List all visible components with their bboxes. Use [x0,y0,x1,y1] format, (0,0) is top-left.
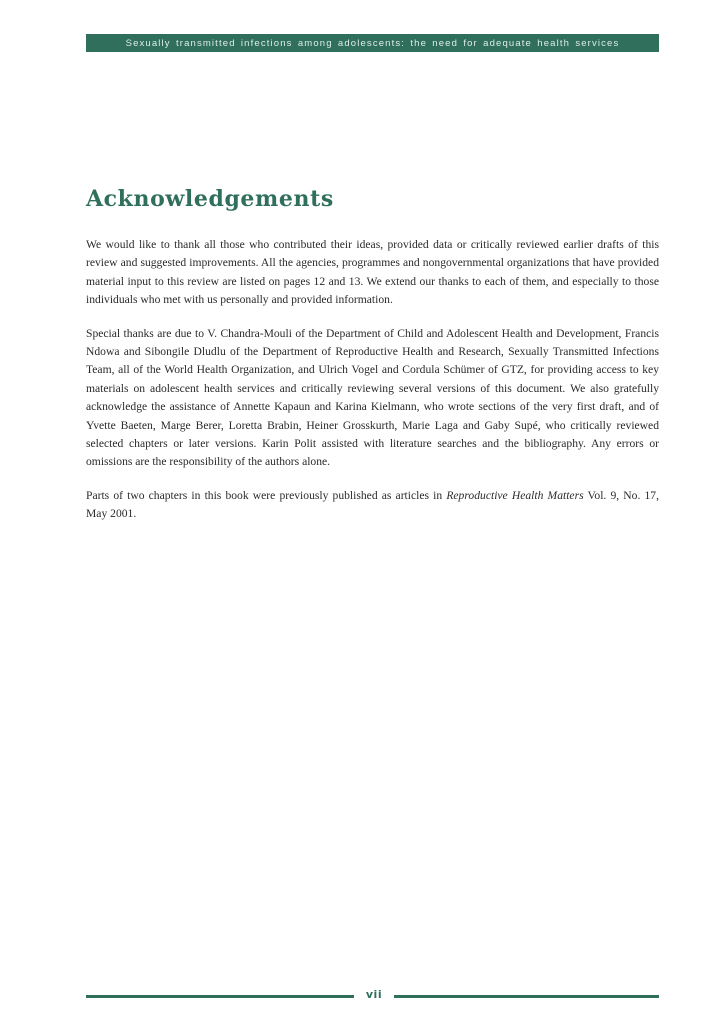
journal-title: Reproductive Health Matters [446,488,584,502]
footer-rule-right [394,995,659,998]
page-number: vii [365,988,383,1001]
paragraph-prior-publication [86,487,659,524]
paragraph-special-thanks: Special thanks are due to V. Chandra-Mouli of the Department of Child and Adolescent Health and Development, Francis Ndowa and Sibongile Dludlu of the Department of Reproductive Health and Research, Sexually Transmitted Infections Team, all of the World Health Organization, and Ulrich Vogel and Cordula Schümer of GTZ, for providing access to key materials on adolescent health services and critically reviewing several versions of this document. We also gratefully acknowledge the assistance of Annette Kapaun and Karina Kielmann, who wrote sections of the very first draft, and of Yvette Baeten, Marge Berer, Loretta Brabin, Heiner Grosskurth, Marie Laga and Gaby Supé, who critically reviewed selected chapters or later versions. Karin Polit assisted with literature searches and the bibliography. Any errors or omissions are the responsibility of the authors alone. [86,326,659,469]
paragraph-thanks-contributors: We would like to thank all those who contributed their ideas, provided data or critically reviewed earlier drafts of this review and suggested improvements. All the agencies, programmes and nongovernmental organizations that have provided material input to this review are listed on pages 12 and 13. We extend our thanks to each of them, and especially to those individuals who met with us personally and provided information. [86,238,659,307]
publication-text-after: Vol. 9, No. 17, May 2001. [86,488,660,521]
publication-text-before: Parts of two chapters in this book were previously published as articles in [86,488,447,502]
footer-rule-left [86,995,354,998]
running-header [86,34,659,52]
page-title: Acknowledgements [86,186,334,212]
running-header-title: Sexually transmitted infections among adolescents: the need for adequate health services [125,37,620,49]
acknowledgements-body [86,236,659,539]
